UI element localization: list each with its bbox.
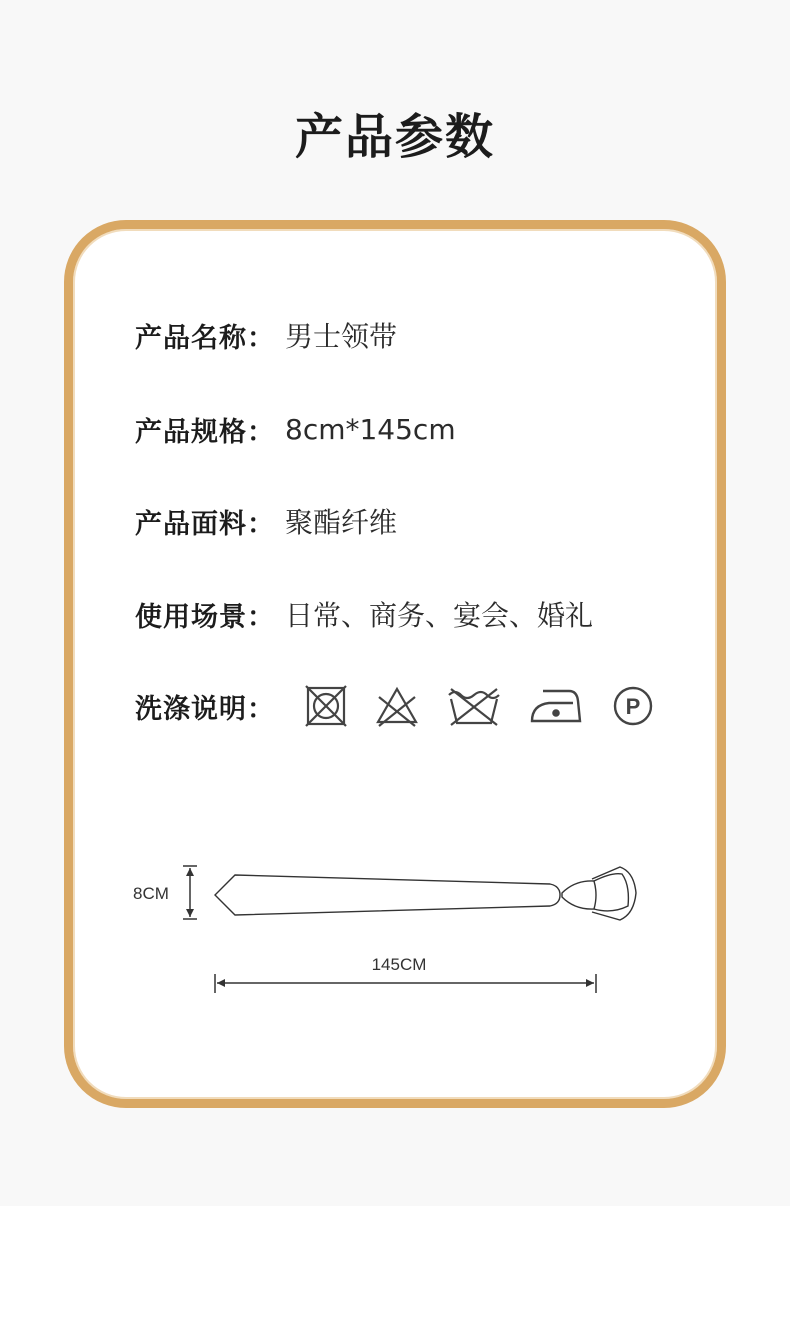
iron-low-heat-icon bbox=[529, 685, 583, 727]
width-dimension-label: 8CM bbox=[133, 884, 169, 903]
spec-label-scene: 使用场景： bbox=[135, 601, 275, 633]
dry-clean-p-icon bbox=[611, 685, 655, 727]
spec-label-name: 产品名称： bbox=[135, 322, 275, 354]
spec-row-name bbox=[135, 315, 397, 355]
spec-value-scene: 日常、商务、宴会、婚礼 bbox=[285, 599, 594, 632]
do-not-wash-icon bbox=[447, 685, 501, 727]
spec-value-size: 8cm*145cm bbox=[285, 412, 456, 446]
spec-value-name: 男士领带 bbox=[285, 320, 398, 353]
spec-label-fabric: 产品面料： bbox=[135, 508, 275, 540]
spec-row-size bbox=[135, 409, 456, 449]
spec-label-care: 洗涤说明： bbox=[135, 693, 275, 725]
care-icons-group bbox=[305, 685, 683, 727]
length-dimension-label: 145CM bbox=[371, 955, 427, 974]
spec-row-scene bbox=[135, 594, 593, 634]
spec-value-fabric: 聚酯纤维 bbox=[285, 506, 398, 539]
dry-clean-letter: P bbox=[625, 694, 641, 719]
spec-label-size: 产品规格： bbox=[135, 416, 275, 448]
page-title: 产品参数 bbox=[294, 109, 495, 165]
spec-row-care bbox=[135, 686, 683, 726]
spec-row-fabric bbox=[135, 501, 397, 541]
do-not-tumble-dry-icon bbox=[305, 685, 347, 727]
do-not-bleach-icon bbox=[375, 685, 419, 727]
